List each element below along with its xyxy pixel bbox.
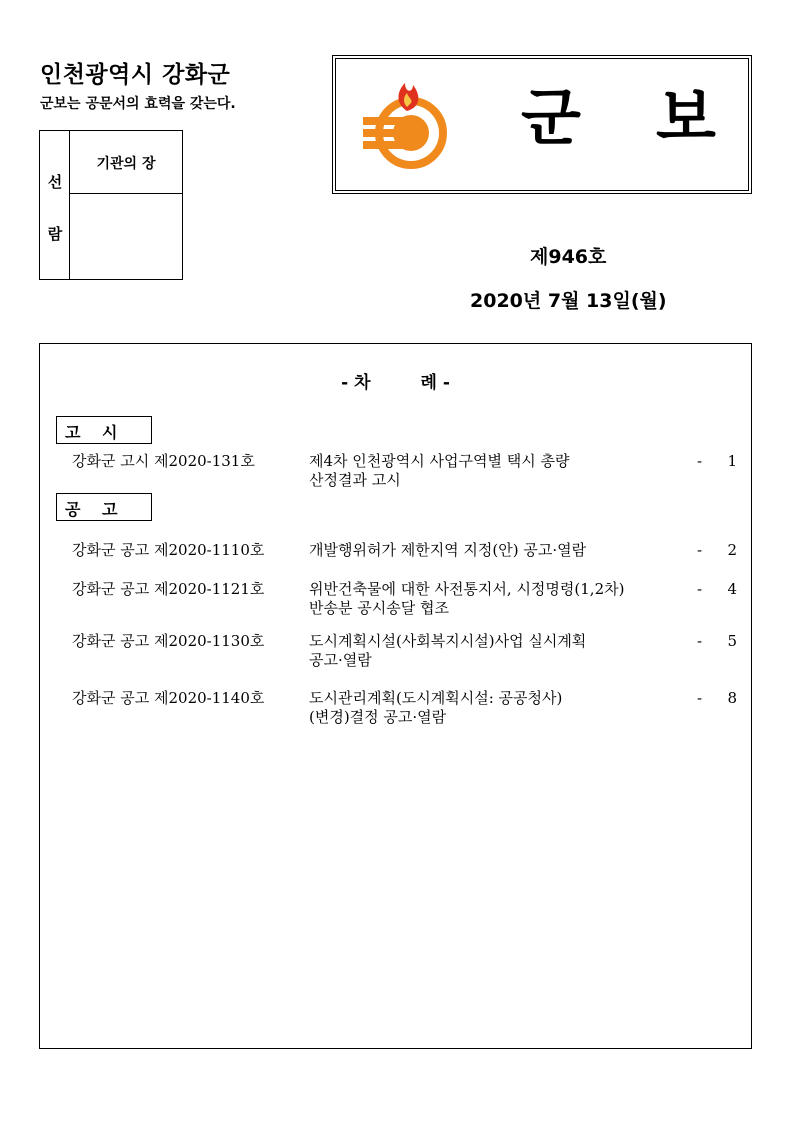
entry-desc-line1: 위반건축물에 대한 사전통지서, 시정명령(1,2차) — [309, 580, 625, 598]
entry-desc — [309, 580, 694, 618]
entry-dash: - — [697, 580, 703, 598]
county-emblem-icon — [361, 81, 451, 171]
entry-page: 1 — [727, 452, 737, 470]
entry-desc — [309, 452, 694, 490]
circulation-char-2: 람 — [47, 225, 63, 243]
entry-ref: 강화군 고시 제2020-131호 — [72, 452, 255, 470]
entry-dash: - — [697, 689, 703, 707]
entry-page: 8 — [727, 689, 737, 707]
entry-dash: - — [697, 632, 703, 650]
entry-ref: 강화군 공고 제2020-1121호 — [72, 580, 265, 598]
entry-page: 2 — [727, 541, 737, 559]
circulation-head-label: 기관의 장 — [70, 131, 182, 194]
circulation-char-1: 선 — [47, 173, 63, 191]
tagline: 군보는 공문서의 효력을 갖는다. — [40, 96, 236, 112]
issuer-name: 인천광역시 강화군 — [40, 62, 231, 88]
entry-desc — [309, 689, 694, 727]
toc-title-left: - 차 — [341, 373, 371, 393]
title-char-1: 군 — [521, 81, 581, 154]
section-notice-header: 고 시 — [56, 416, 152, 444]
entry-ref: 강화군 공고 제2020-1140호 — [72, 689, 265, 707]
table-of-contents — [39, 343, 752, 1049]
entry-desc-line2: 반송분 공시송달 협조 — [309, 599, 449, 617]
entry-desc — [309, 632, 694, 670]
title-char-2: 보 — [656, 81, 716, 154]
toc-title-right: 례 - — [420, 373, 450, 393]
issue-date: 2020년 7월 13일(월) — [470, 290, 667, 312]
issue-number: 제946호 — [530, 246, 607, 268]
entry-desc-line2: (변경)결정 공고·열람 — [309, 708, 447, 726]
entry-desc-line1: 제4차 인천광역시 사업구역별 택시 총량 — [309, 452, 570, 470]
entry-page: 4 — [727, 580, 737, 598]
toc-title — [40, 368, 751, 393]
entry-dash: - — [697, 452, 703, 470]
entry-desc-line2: 산정결과 고시 — [309, 471, 401, 489]
entry-desc — [309, 541, 694, 560]
title-box — [332, 55, 752, 194]
circulation-side — [40, 131, 70, 279]
title-inner-frame — [335, 58, 749, 191]
section-announcement-header: 공 고 — [56, 493, 152, 521]
entry-desc-line1: 개발행위허가 제한지역 지정(안) 공고·열람 — [309, 541, 587, 559]
entry-desc-line2: 공고·열람 — [309, 651, 372, 669]
entry-desc-line1: 도시계획시설(사회복지시설)사업 실시계획 — [309, 632, 587, 650]
circulation-box — [39, 130, 183, 280]
entry-dash: - — [697, 541, 703, 559]
entry-ref: 강화군 공고 제2020-1110호 — [72, 541, 265, 559]
entry-ref: 강화군 공고 제2020-1130호 — [72, 632, 265, 650]
entry-desc-line1: 도시관리계획(도시계획시설: 공공청사) — [309, 689, 563, 707]
entry-page: 5 — [727, 632, 737, 650]
